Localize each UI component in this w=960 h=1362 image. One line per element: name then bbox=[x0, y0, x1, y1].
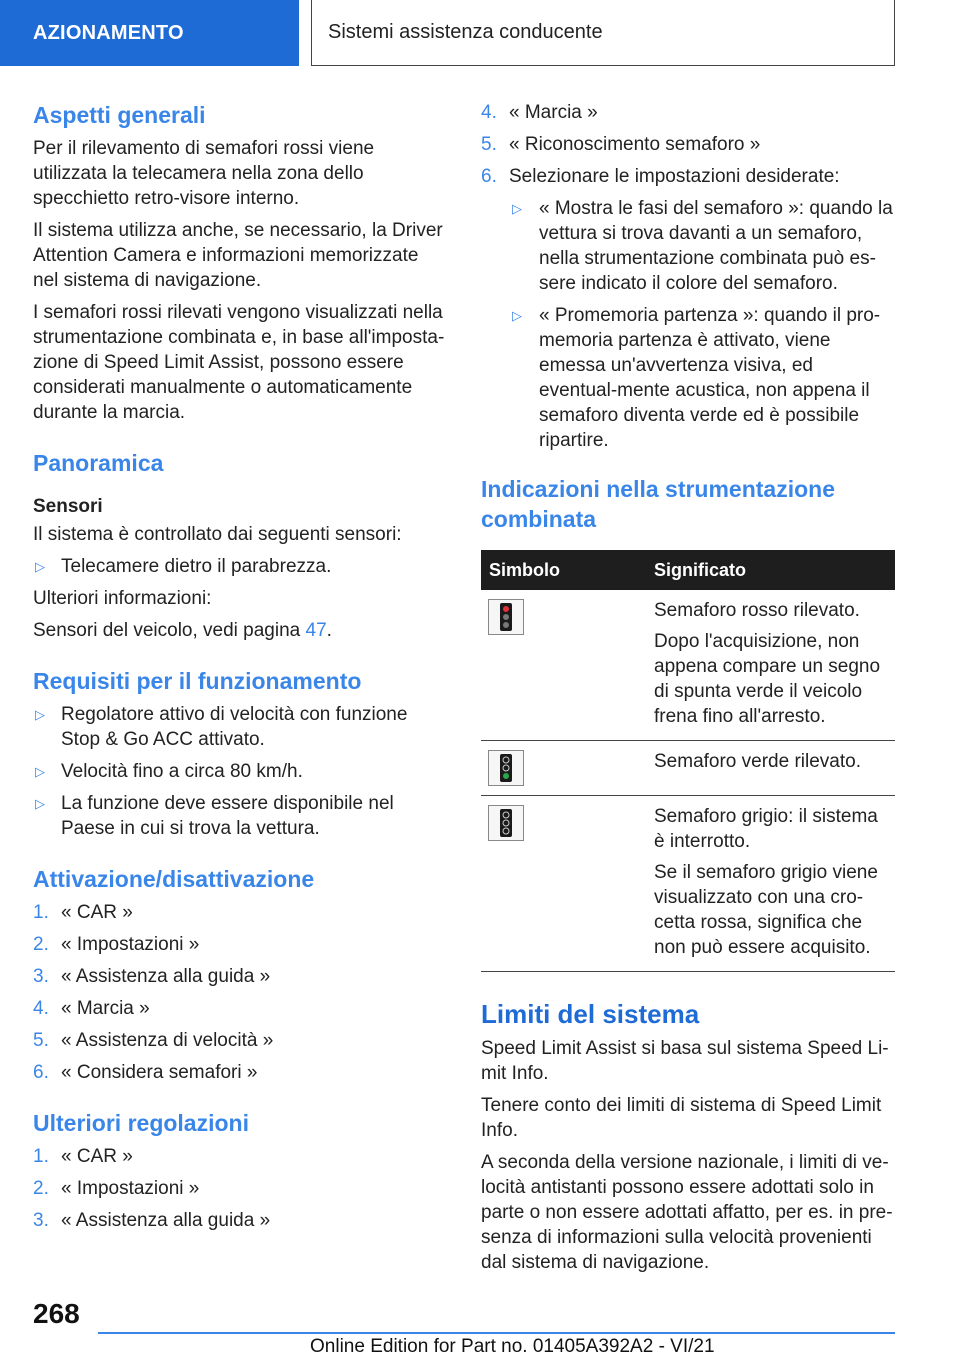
heading-requisiti: Requisiti per il funzionamento bbox=[33, 668, 362, 694]
paragraph: Il sistema utilizza anche, se necessario, la Driver Attention Camera e informazioni memorizzate nel sistema di navigazione. bbox=[33, 220, 443, 291]
step-item: 3. « Assistenza alla guida » bbox=[33, 966, 271, 987]
symbol-table bbox=[481, 550, 895, 972]
step-item: 4. « Marcia » bbox=[33, 998, 150, 1019]
meaning-text: Semaforo verde rilevato. bbox=[654, 751, 861, 772]
page-link[interactable]: 47 bbox=[305, 620, 327, 641]
continued-steps bbox=[481, 100, 895, 189]
edition-footer: Online Edition for Part no. 01405A392A2 - VI/21 bbox=[310, 1336, 715, 1357]
step-item: 2. « Impostazioni » bbox=[33, 934, 200, 955]
heading-attivazione: Attivazione/disattivazione bbox=[33, 866, 315, 892]
column-header-meaning: Significato bbox=[654, 550, 895, 590]
paragraph: I semafori rossi rilevati vengono visualizzati nella strumentazione combinata e, in base all'imposta-zione di Speed Limit Assist, possono essere considerati manualmente o automaticamente durante la marcia. bbox=[33, 302, 445, 423]
traffic-light-green-icon bbox=[488, 750, 524, 786]
step-item: 3. « Assistenza alla guida » bbox=[33, 1210, 271, 1231]
list-item: ▷ « Promemoria partenza »: quando il pro-memoria partenza è attivato, viene emessa un'avvertenza visiva, ed eventual-mente acustica, non appena il semaforo diventa verde ed è possibile ripartire. bbox=[512, 305, 881, 451]
list-item: ▷ Velocità fino a circa 80 km/h. bbox=[35, 761, 303, 782]
heading-limiti: Limiti del sistema bbox=[481, 999, 700, 1029]
heading-indicazioni: Indicazioni nella strumentazione combinata bbox=[481, 476, 836, 532]
paragraph: Per il rilevamento di semafori rossi viene utilizzata la telecamera nella zona dello specchietto retro-visore interno. bbox=[33, 138, 375, 209]
list-item: ▷ Regolatore attivo di velocità con funzione Stop & Go ACC attivato. bbox=[35, 704, 408, 750]
step-item: 5. « Assistenza di velocità » bbox=[33, 1030, 274, 1051]
chapter-title: Sistemi assistenza conducente bbox=[311, 0, 895, 66]
triangle-bullet-icon: ▷ bbox=[35, 796, 45, 811]
meaning-text: Semaforo rosso rilevato. bbox=[654, 600, 860, 621]
step-item: 6. « Considera semafori » bbox=[33, 1062, 258, 1083]
paragraph: Speed Limit Assist si basa sul sistema Speed Li-mit Info. bbox=[481, 1038, 889, 1084]
traffic-light-grey-icon bbox=[488, 805, 524, 841]
step-item: 5. « Riconoscimento semaforo » bbox=[481, 134, 761, 155]
further-settings-steps bbox=[33, 1144, 449, 1233]
requirements-list bbox=[33, 702, 449, 841]
triangle-bullet-icon: ▷ bbox=[512, 308, 522, 323]
triangle-bullet-icon: ▷ bbox=[35, 559, 45, 574]
table-row bbox=[481, 741, 895, 796]
page-reference: Sensori del veicolo, vedi pagina 47. bbox=[33, 620, 332, 641]
column-header-symbol: Simbolo bbox=[481, 550, 654, 590]
step-item: 4. « Marcia » bbox=[481, 102, 598, 123]
meaning-text: Semaforo grigio: il sistema è interrotto. bbox=[654, 806, 878, 852]
step-item: 2. « Impostazioni » bbox=[33, 1178, 200, 1199]
paragraph: Il sistema è controllato dai seguenti sensori: bbox=[33, 524, 402, 545]
subheading-sensori: Sensori bbox=[33, 496, 103, 517]
meaning-text: Se il semaforo grigio viene visualizzato con una cro-cetta rossa, significa che non può essere acquisito. bbox=[654, 862, 878, 958]
sensor-list bbox=[33, 554, 449, 579]
left-column bbox=[33, 100, 449, 1240]
triangle-bullet-icon: ▷ bbox=[35, 764, 45, 779]
step-item: 1. « CAR » bbox=[33, 902, 133, 923]
triangle-bullet-icon: ▷ bbox=[35, 707, 45, 722]
activation-steps bbox=[33, 900, 449, 1085]
paragraph: Ulteriori informazioni: bbox=[33, 588, 212, 609]
heading-aspetti-generali: Aspetti generali bbox=[33, 102, 206, 128]
meaning-text: Dopo l'acquisizione, non appena compare un segno di spunta verde il veicolo frena fino all'arresto. bbox=[654, 631, 881, 727]
list-item: ▷ La funzione deve essere disponibile nel Paese in cui si trova la vettura. bbox=[35, 793, 394, 839]
paragraph: Tenere conto dei limiti di sistema di Speed Limit Info. bbox=[481, 1095, 882, 1141]
footer-divider bbox=[98, 1332, 895, 1334]
step-item: 1. « CAR » bbox=[33, 1146, 133, 1167]
settings-options-list bbox=[481, 196, 895, 453]
triangle-bullet-icon: ▷ bbox=[512, 201, 522, 216]
paragraph: A seconda della versione nazionale, i limiti di ve-locità antistanti possono essere adottati solo in parte o non essere adottati affatto, per es. in pre-senza di informazioni sulla velocità provenienti dal sistema di navigazione. bbox=[481, 1152, 893, 1273]
section-tab: AZIONAMENTO bbox=[0, 0, 299, 66]
traffic-light-red-icon bbox=[488, 599, 524, 635]
right-column bbox=[481, 100, 895, 1282]
page-header bbox=[0, 0, 960, 66]
table-row bbox=[481, 796, 895, 972]
list-item: ▷ Telecamere dietro il parabrezza. bbox=[35, 556, 332, 577]
table-row bbox=[481, 590, 895, 741]
heading-panoramica: Panoramica bbox=[33, 450, 164, 476]
heading-ulteriori-regolazioni: Ulteriori regolazioni bbox=[33, 1110, 249, 1136]
page-number: 268 bbox=[33, 1298, 80, 1329]
list-item: ▷ « Mostra le fasi del semaforo »: quando la vettura si trova davanti a un semaforo, nella strumentazione combinata può es-sere indicato il colore del semaforo. bbox=[512, 198, 893, 294]
step-item: 6. Selezionare le impostazioni desiderate: bbox=[481, 166, 840, 187]
